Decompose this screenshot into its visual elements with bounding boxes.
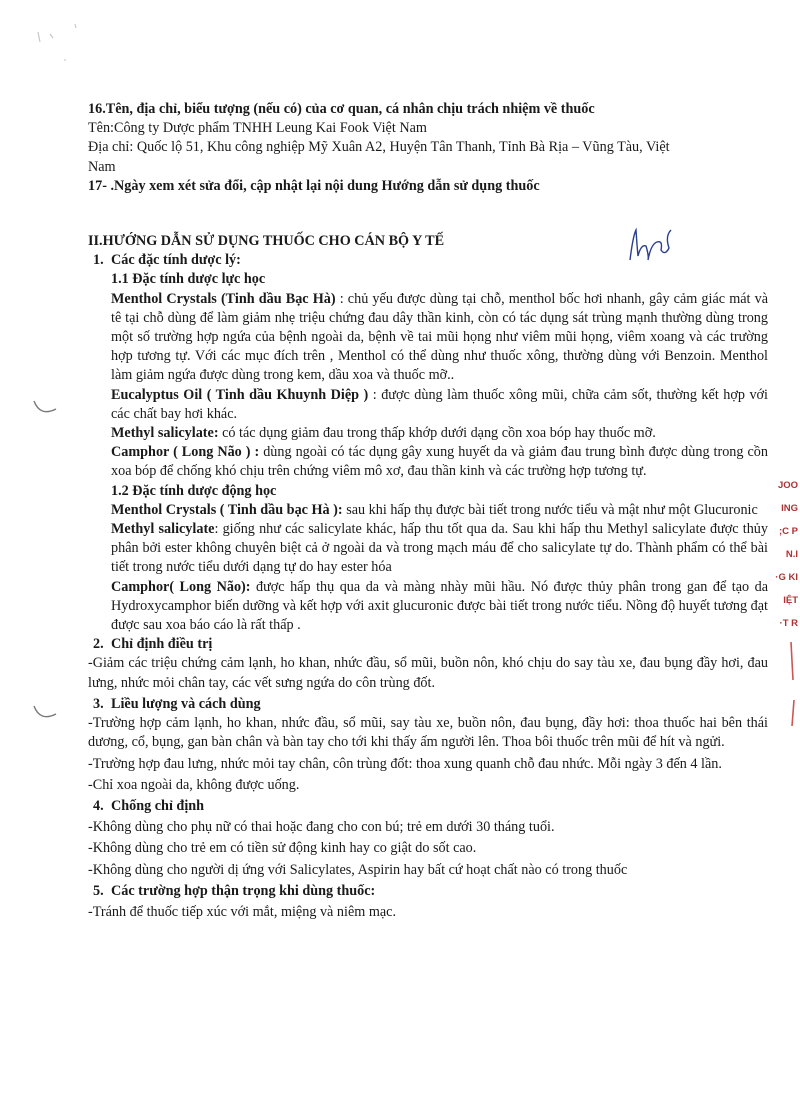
section1-body <box>88 270 768 635</box>
section3-para2: -Trường hợp đau lưng, nhức mỏi tay chân, côn trùng đốt: thoa xung quanh chỗ đau nhức. Mỗi ngày 3 đến 4 lần. <box>88 755 722 772</box>
section4-number: 4. <box>93 797 104 814</box>
section16-address-line2: Nam <box>88 158 116 175</box>
section2-heading <box>88 635 768 654</box>
section3-para3: -Chỉ xoa ngoài da, không được uống. <box>88 776 300 793</box>
menthol-text: : chủ yếu được dùng tại chỗ, menthol bốc hơi nhanh, gây cảm giác mát và tê tại chỗ dùng để làm giảm nhẹ triệu chứng đau dây thần kinh, còn có tác dụng sát trùng mạnh thường dùng trong một số trường hợp ngứa của bệnh ngoài da, bệnh về tai mũi họng như viêm mũi họng, viêm xoang và các trường hợp tương tự. Với các mục đích trên , Menthol có thể dùng như thuốc xông, thường dùng với Benzoin. Menthol làm giảm ngứa được dùng trong kem, dầu xoa và thuốc mỡ.. <box>111 290 769 384</box>
methyl-paragraph <box>111 424 768 443</box>
subsection1-1-title: 1.1 Đặc tính dược lực học <box>111 271 266 288</box>
eucalyptus-paragraph <box>111 386 768 424</box>
stamp-text: JOO <box>777 480 798 491</box>
section17-title: 17- .Ngày xem xét sửa đổi, cập nhật lại nội dung Hướng dẫn sử dụng thuốc <box>88 177 540 194</box>
pk-methyl-paragraph <box>111 520 768 578</box>
scan-specks <box>20 20 100 80</box>
camphor-paragraph <box>111 443 768 481</box>
pk-camphor-paragraph <box>111 578 768 636</box>
section3-title: Liều lượng và cách dùng <box>111 695 261 712</box>
menthol-label: Menthol Crystals (Tinh dầu Bạc Hà) <box>111 290 336 307</box>
stamp-text: ·G KI <box>775 572 798 583</box>
section16-company: Tên:Công ty Dược phẩm TNHH Leung Kai Fook Việt Nam <box>88 120 427 137</box>
section1-heading <box>88 251 768 270</box>
pk-menthol-text: sau khi hấp thụ được bài tiết trong nước tiểu và mật như một Glucuronic <box>342 501 758 518</box>
section4-para1: -Không dùng cho phụ nữ có thai hoặc đang cho con bú; trẻ em dưới 30 tháng tuổi. <box>88 819 555 836</box>
stamp-text: IỆT <box>783 595 798 606</box>
section4-para3: -Không dùng cho người dị ứng với Salicylates, Aspirin hay bất cứ hoạt chất nào có trong thuốc <box>88 861 628 878</box>
camphor-text: dùng ngoài có tác dụng gây xung huyết da và giảm đau trung bình được dùng trong cồn xoa bóp để chống khó chịu trên chứng viêm mô xơ, đau thần kinh và các trường hợp tương tự. <box>111 444 768 480</box>
section3-para1: -Trường hợp cảm lạnh, ho khan, nhức đầu, sổ mũi, say tàu xe, buồn nôn, đau bụng, đầy hơi: thoa thuốc hai bên thái dương, cổ, bụng, gan bàn chân và bàn tay cho tới khi thấy ấm người lên. Thoa bôi thuốc trên mũi để hít và ngửi. <box>88 715 768 751</box>
section4-para2: -Không dùng cho trẻ em có tiền sử động kinh hay co giật do sốt cao. <box>88 840 477 857</box>
subsection1-2-title: 1.2 Đặc tính dược động học <box>111 482 277 499</box>
section2-text: -Giảm các triệu chứng cảm lạnh, ho khan, nhức đầu, sổ mũi, buồn nôn, khó chịu do say tàu xe, đau bụng đầy hơi, đau lưng, nhức mỏi chân tay, các vết sưng ngứa do côn trùng đốt. <box>88 655 768 691</box>
section5-title: Các trường hợp thận trọng khi dùng thuốc: <box>111 882 376 899</box>
section2-title: Chỉ định điều trị <box>111 636 213 653</box>
edge-stain <box>784 640 798 730</box>
stamp-text: ING <box>781 503 798 514</box>
section3-number: 3. <box>93 695 104 712</box>
section1-title: Các đặc tính dược lý: <box>111 252 241 269</box>
section4-heading <box>88 797 768 816</box>
section4-title: Chống chỉ định <box>111 797 205 814</box>
methyl-text: có tác dụng giảm đau trong thấp khớp dưới dạng cồn xoa bóp hay thuốc mỡ. <box>218 425 656 442</box>
hole-punch-mark-lower <box>30 700 60 726</box>
methyl-label: Methyl salicylate: <box>111 425 219 442</box>
eucalyptus-label: Eucalyptus Oil ( Tinh dầu Khuynh Diệp ) <box>111 386 369 403</box>
pk-menthol-paragraph <box>111 501 768 520</box>
section1-number: 1. <box>93 252 104 269</box>
pk-methyl-text: : giống như các salicylate khác, hấp thu tốt qua da. Sau khi hấp thu Methyl salicylate được thủy phân bởi ester không chuyên biệt cả ở ngoài da và trong mạch máu để cho salicylate tự do. Thành phẩm có thể bài tiết trong nước tiểu dưới dạng tự do hay ester hóa <box>111 521 768 576</box>
section3-heading <box>88 695 768 714</box>
stamp-text: ;C P <box>779 526 798 537</box>
eucalyptus-text: : được dùng làm thuốc xông mũi, chữa cảm sốt, thường kết hợp với các chất bay hơi khác. <box>111 386 768 422</box>
pk-camphor-label: Camphor( Long Não): <box>111 578 251 595</box>
document-body <box>88 100 768 922</box>
section5-para1: -Tránh để thuốc tiếp xúc với mắt, miệng và niêm mạc. <box>88 903 396 920</box>
stamp-text: ·T R <box>779 618 798 629</box>
section5-number: 5. <box>93 882 104 899</box>
part2-title: II.HƯỚNG DẪN SỬ DỤNG THUỐC CHO CÁN BỘ Y TẾ <box>88 233 445 250</box>
section16-address-line1: Địa chỉ: Quốc lộ 51, Khu công nghiệp Mỹ Xuân A2, Huyện Tân Thanh, Tỉnh Bà Rịa – Vũng Tàu, Việt <box>88 139 670 156</box>
section16-title: 16.Tên, địa chỉ, biểu tượng (nếu có) của cơ quan, cá nhân chịu trách nhiệm về thuốc <box>88 101 595 117</box>
pk-camphor-text: được hấp thụ qua da và màng nhày mũi hầu. Nó được thủy phân trong gan để tạo da Hydroxycamphor biến dưỡng và kết hợp với axit glucuronic được bài tiết trong nước tiểu. Nồng độ huyết tương đạt được sau xoa báo cáo là rất thấp . <box>111 578 769 634</box>
stamp-text: N.I <box>785 549 798 560</box>
menthol-paragraph <box>111 290 768 386</box>
margin-stamp-fragment <box>772 474 798 635</box>
hole-punch-mark-upper <box>30 395 60 421</box>
pk-menthol-label: Menthol Crystals ( Tinh dầu bạc Hà ): <box>111 501 343 518</box>
camphor-label: Camphor ( Long Não ) : <box>111 444 260 461</box>
section2-number: 2. <box>93 636 104 653</box>
pk-methyl-label: Methyl salicylate <box>111 521 215 538</box>
section5-heading <box>88 882 768 901</box>
